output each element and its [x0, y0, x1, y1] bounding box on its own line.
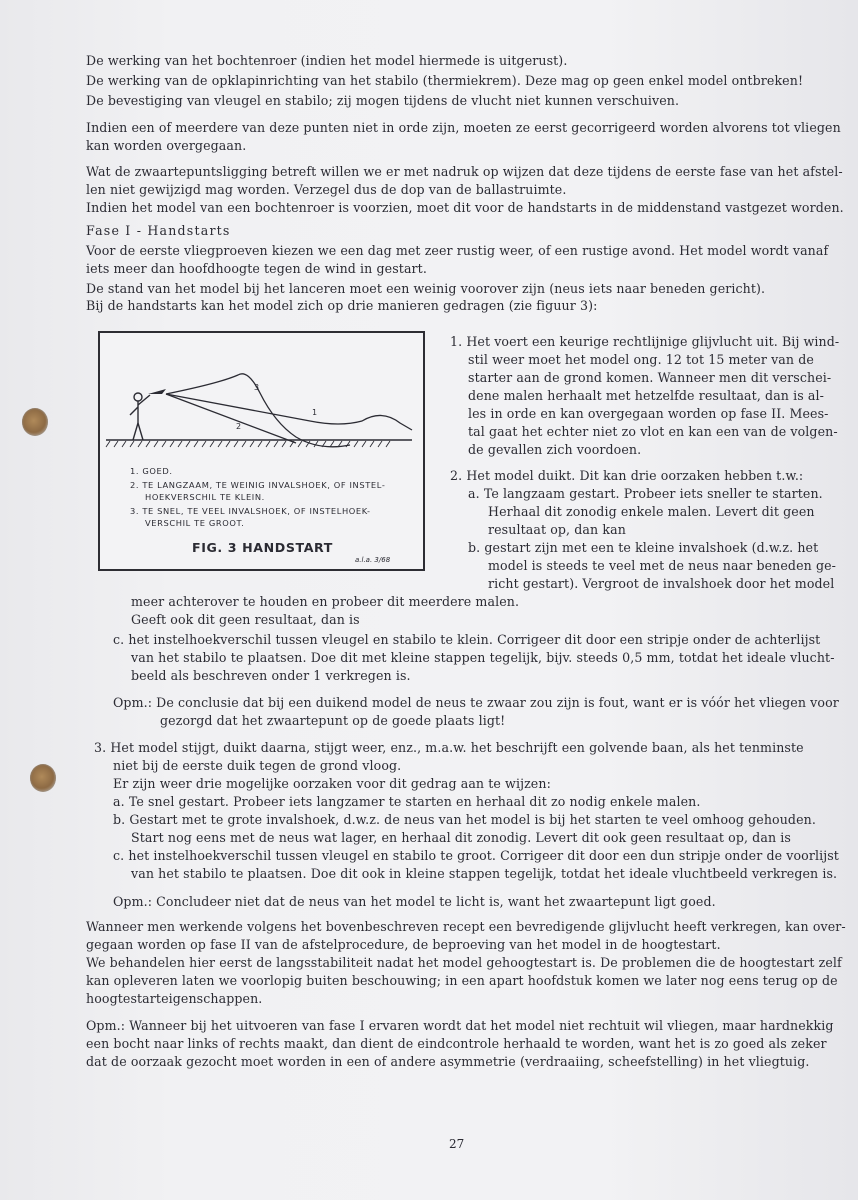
text-line: De werking van de opklapinrichting van het stabilo (thermiekrem). Deze mag op geen enkel model ontbreken! [86, 73, 804, 88]
text-line: len niet gewijzigd mag worden. Verzegel dus de dop van de ballastruimte. [86, 182, 567, 197]
text-line: van het stabilo te plaatsen. Doe dit met kleine stappen tegelijk, bijv. steeds 0,5 mm, totdat het ideale vlucht- [131, 650, 835, 665]
text-line: We behandelen hier eerst de langsstabiliteit nadat het model gehoogtestart is. De problemen die de hoogtestart zelf [86, 955, 842, 970]
model-glider [148, 389, 166, 394]
punch-hole-bottom [30, 764, 56, 792]
text-line: 3. Het model stijgt, duikt daarna, stijgt weer, enz., m.a.w. het beschrijft een golvende baan, als het tenminste [94, 740, 804, 755]
text-line: de gevallen zich voordoen. [468, 442, 642, 457]
text-line: kan worden overgegaan. [86, 138, 247, 153]
text-line: Bij de handstarts kan het model zich op drie manieren gedragen (zie figuur 3): [86, 298, 598, 313]
text-line: De stand van het model bij het lanceren moet een weinig voorover zijn (neus iets naar beneden gericht). [86, 281, 766, 296]
text-line: dene malen herhaalt met hetzelfde resultaat, dan is al- [468, 388, 824, 403]
text-line: 2. Het model duikt. Dit kan drie oorzaken hebben t.w.: [450, 468, 804, 483]
figure-legend-item: 1. GOED. [130, 466, 173, 476]
text-line: Start nog eens met de neus wat lager, en herhaal dit zonodig. Levert dit ook geen resultaat op, dan is [131, 830, 791, 845]
flight-path-diagram [100, 333, 423, 569]
figure-title: FIG. 3 HANDSTART [192, 540, 333, 555]
text-line: a. Te langzaam gestart. Probeer iets sneller te starten. [468, 486, 823, 501]
text-line: beeld als beschreven onder 1 verkregen is. [131, 668, 411, 683]
text-line: Wanneer men werkende volgens het bovenbeschreven recept een bevredigende glijvlucht heeft verkregen, kan over- [86, 919, 846, 934]
text-line: iets meer dan hoofdhoogte tegen de wind in gestart. [86, 261, 427, 276]
starter-figure [130, 393, 150, 440]
text-line: De bevestiging van vleugel en stabilo; zij mogen tijdens de vlucht niet kunnen verschuiven. [86, 93, 680, 108]
text-line: model is steeds te veel met de neus naar beneden ge- [488, 558, 837, 573]
text-line: hoogtestarteigenschappen. [86, 991, 263, 1006]
text-line: van het stabilo te plaatsen. Doe dit ook in kleine stappen tegelijk, totdat het ideale vluchtbeeld verkregen is. [131, 866, 838, 881]
text-line: Er zijn weer drie mogelijke oorzaken voor dit gedrag aan te wijzen: [113, 776, 551, 791]
text-line: c. het instelhoekverschil tussen vleugel en stabilo te groot. Corrigeer dit door een dun stripje onder de voorlijst [113, 848, 839, 863]
note-line: Opm.: De conclusie dat bij een duikend model de neus te zwaar zou zijn is fout, want er is vóór het vliegen voor [113, 695, 839, 710]
path-label-1: 1 [312, 408, 318, 417]
text-line: Indien het model van een bochtenroer is voorzien, moet dit voor de handstarts in de middenstand vastgezet worden. [86, 200, 844, 215]
text-line: Indien een of meerdere van deze punten niet in orde zijn, moeten ze eerst gecorrigeerd worden alvorens tot vliegen [86, 120, 841, 135]
flight-path-1 [166, 394, 412, 430]
text-line: Geeft ook dit geen resultaat, dan is [131, 612, 360, 627]
figure-legend-item: 3. TE SNEL, TE VEEL INVALSHOEK, OF INSTELHOEK- [130, 506, 371, 516]
page-number: 27 [449, 1137, 465, 1151]
text-line: starter aan de grond komen. Wanneer men dit verschei- [468, 370, 832, 385]
text-line: niet bij de eerste duik tegen de grond vloog. [113, 758, 402, 773]
text-line: gegaan worden op fase II van de afstelprocedure, de beproeving van het model in de hoogtestart. [86, 937, 721, 952]
text-line: tal gaat het echter niet zo vlot en kan een van de volgen- [468, 424, 838, 439]
note-line: gezorgd dat het zwaartepunt op de goede plaats ligt! [160, 713, 506, 728]
text-line: Herhaal dit zonodig enkele malen. Levert dit geen [488, 504, 815, 519]
path-label-3: 3 [254, 383, 260, 392]
path-label-2: 2 [236, 422, 242, 431]
text-line: meer achterover te houden en probeer dit meerdere malen. [131, 594, 520, 609]
note-line: een bocht naar links of rechts maakt, dan dient de eindcontrole herhaald te worden, want het is zo goed als zeker [86, 1036, 827, 1051]
note-line: Opm.: Concludeer niet dat de neus van het model te licht is, want het zwaartepunt ligt goed. [113, 894, 716, 909]
figure-legend-item: HOEKVERSCHIL TE KLEIN. [145, 492, 265, 502]
text-line: kan opleveren laten we voorlopig buiten beschouwing; in een apart hoofdstuk komen we later nog eens terug op de [86, 973, 838, 988]
text-line: richt gestart). Vergroot de invalshoek door het model [488, 576, 835, 591]
text-line: De werking van het bochtenroer (indien het model hiermede is uitgerust). [86, 53, 568, 68]
text-line: c. het instelhoekverschil tussen vleugel en stabilo te klein. Corrigeer dit door een stripje onder de achterlijst [113, 632, 821, 647]
text-line: b. Gestart met te grote invalshoek, d.w.z. de neus van het model is bij het starten te veel omhoog gehouden. [113, 812, 816, 827]
text-line: 1. Het voert een keurige rechtlijnige glijvlucht uit. Bij wind- [450, 334, 840, 349]
figure-signature: a.l.a. 3/68 [355, 556, 391, 564]
text-line: les in orde en kan overgegaan worden op fase II. Mees- [468, 406, 829, 421]
text-line: resultaat op, dan kan [488, 522, 626, 537]
punch-hole-top [22, 408, 48, 436]
text-line: stil weer moet het model ong. 12 tot 15 meter van de [468, 352, 814, 367]
text-line: b. gestart zijn met een te kleine invalshoek (d.w.z. het [468, 540, 819, 555]
text-line: a. Te snel gestart. Probeer iets langzamer te starten en herhaal dit zo nodig enkele malen. [113, 794, 701, 809]
text-line: Voor de eerste vliegproeven kiezen we een dag met zeer rustig weer, of een rustige avond. Het model wordt vanaf [86, 243, 829, 258]
text-line: Wat de zwaartepuntsligging betreft willen we er met nadruk op wijzen dat deze tijdens de eerste fase van het afstel- [86, 164, 843, 179]
figure-legend-item: 2. TE LANGZAAM, TE WEINIG INVALSHOEK, OF INSTEL- [130, 480, 386, 490]
note-line: Opm.: Wanneer bij het uitvoeren van fase I ervaren wordt dat het model niet rechtuit wil vliegen, maar hardnekkig [86, 1018, 834, 1033]
figure-handstart [98, 331, 425, 571]
figure-legend-item: VERSCHIL TE GROOT. [145, 518, 245, 528]
note-line: dat de oorzaak gezocht moet worden in een of andere asymmetrie (verdraaiing, scheefstelling) in het vliegtuig. [86, 1054, 810, 1069]
section-heading: Fase I - Handstarts [86, 223, 231, 238]
